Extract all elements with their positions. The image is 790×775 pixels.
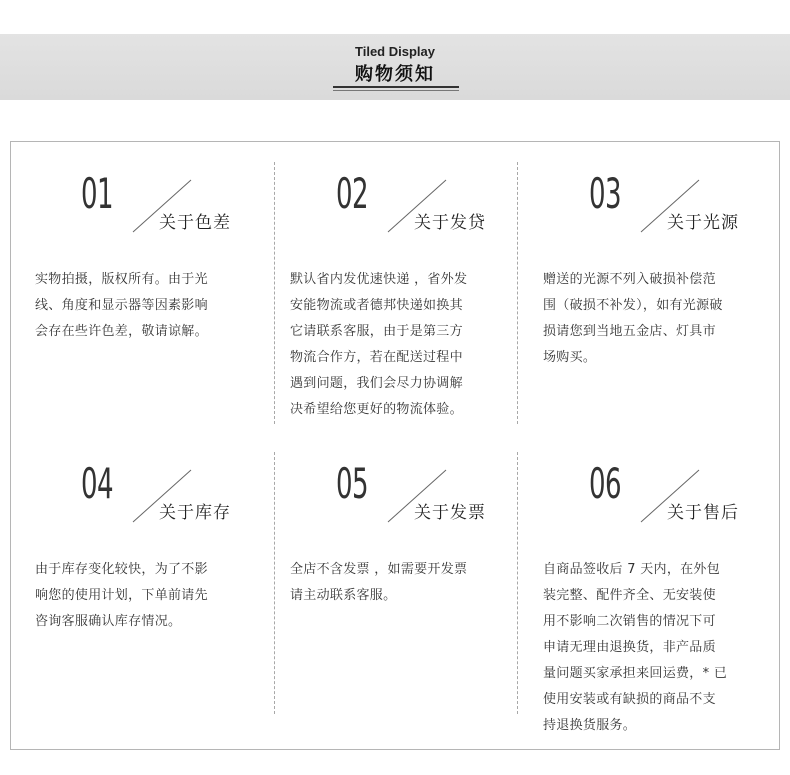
item-line: 自商品签收后 7 天内，在外包 — [543, 562, 721, 577]
column-divider — [274, 452, 275, 714]
item-line: 量问题买家承担来回运费，* 已 — [543, 666, 728, 681]
item-line: 用不影响二次销售的情况下可 — [543, 614, 716, 629]
header-banner — [0, 34, 790, 100]
item-number: 01 — [81, 169, 113, 218]
item-line: 围（破损不补发），如有光源破 — [543, 298, 723, 313]
item-line: 默认省内发优速快递 ，省外发 — [290, 272, 468, 287]
item-number: 03 — [589, 169, 621, 218]
column-divider — [274, 162, 275, 424]
item-body — [290, 267, 515, 423]
item-line: 请主动联系客服。 — [290, 588, 397, 603]
item-body — [290, 557, 515, 609]
item-title: 关于售后 — [667, 503, 739, 523]
item-number: 04 — [81, 459, 113, 508]
item-line: 咨询客服确认库存情况。 — [35, 614, 182, 629]
item-line: 物流合作方，若在配送过程中 — [290, 350, 463, 365]
item-body — [35, 557, 260, 635]
column-divider — [517, 452, 518, 714]
item-line: 它请联系客服，由于是第三方 — [290, 324, 463, 339]
header-underline-thin — [333, 90, 459, 91]
item-title: 关于色差 — [159, 213, 231, 233]
header-cn-title: 购物须知 — [355, 64, 435, 85]
item-body — [35, 267, 260, 345]
item-number: 05 — [336, 459, 368, 508]
item-line: 实物拍摄，版权所有。由于光 — [35, 272, 208, 287]
item-line: 场购买。 — [543, 350, 597, 365]
notice-item-color-difference — [35, 169, 260, 339]
item-line: 遇到问题，我们会尽力协调解 — [290, 376, 463, 391]
notice-item-after-sales — [543, 459, 768, 733]
item-line: 使用安装或有缺损的商品不支 — [543, 692, 716, 707]
item-line: 安能物流或者德邦快递如换其 — [290, 298, 463, 313]
item-line: 线、角度和显示器等因素影响 — [35, 298, 208, 313]
item-title: 关于光源 — [667, 213, 739, 233]
notice-item-light-source — [543, 169, 768, 365]
item-line: 会存在些许色差，敬请谅解。 — [35, 324, 208, 339]
item-number: 06 — [589, 459, 621, 508]
header-underline — [333, 86, 459, 88]
item-line: 响您的使用计划，下单前请先 — [35, 588, 208, 603]
column-divider — [517, 162, 518, 424]
notice-item-inventory — [35, 459, 260, 629]
item-title: 关于发票 — [414, 503, 486, 523]
item-body — [543, 557, 768, 739]
item-line: 损请您到当地五金店、灯具市 — [543, 324, 716, 339]
item-line: 赠送的光源不列入破损补偿范 — [543, 272, 716, 287]
item-line: 装完整、配件齐全、无安装使 — [543, 588, 716, 603]
item-body — [543, 267, 768, 371]
item-title: 关于库存 — [159, 503, 231, 523]
notice-item-invoice — [290, 459, 515, 603]
header-en-title: Tiled Display — [355, 44, 435, 59]
notice-panel — [10, 141, 780, 750]
item-line: 全店不含发票 ，如需要开发票 — [290, 562, 468, 577]
item-number: 02 — [336, 169, 368, 218]
item-title: 关于发贷 — [414, 213, 486, 233]
item-line: 申请无理由退换货，非产品质 — [543, 640, 716, 655]
item-line: 决希望给您更好的物流体验。 — [290, 402, 463, 417]
notice-item-shipping — [290, 169, 515, 417]
item-line: 由于库存变化较快，为了不影 — [35, 562, 208, 577]
item-line: 持退换货服务。 — [543, 718, 637, 733]
